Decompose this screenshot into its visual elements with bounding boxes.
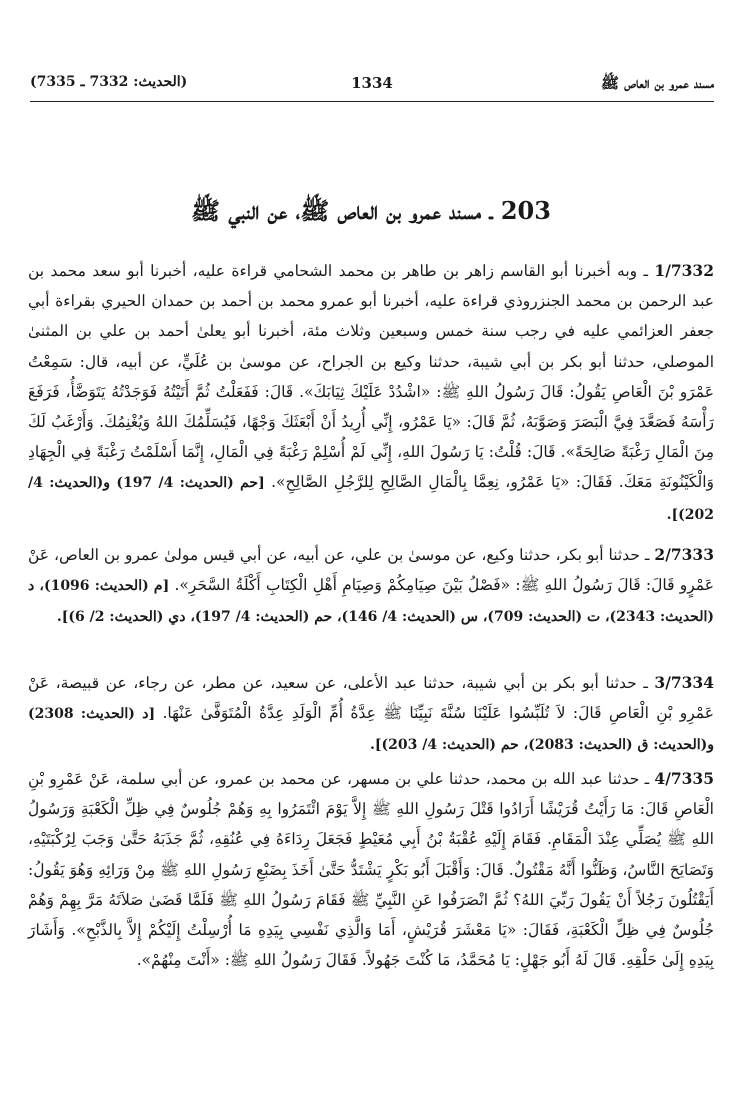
hadith-refs: [م (الحديث: 1096)، د (الحديث: 2343)، ت (الحديث: 709)، س (الحديث: 4/ 146)، حم (الحديث: 4/ 197)، دي (الحديث: 2/ 6)].: [28, 578, 714, 626]
hadith-text: ـ حدثنا أبو بكر، حدثنا وكيع، عن موسىٰ بن علي، عن أبيه، عن أبي قيس مولىٰ عمرو بن العاص، عَنْ عَمْرٍو قَالَ: قَالَ رَسُولُ اللهِ ﷺ: «فَصْلُ بَيْنَ صِيَامِكُمْ وَصِيَامِ أَهْلِ الْكِتَابِ أَكْلَةُ السَّحَرِ».: [28, 546, 714, 595]
page-number: 1334: [351, 74, 393, 92]
hadith-number: 3/7334: [654, 673, 714, 692]
hadith-number: 1/7332: [654, 261, 714, 280]
hadith-refs: [حم (الحديث: 4/ 197) و(الحديث: 4/ 202)].: [28, 475, 714, 523]
hadith-number: 4/7335: [654, 769, 714, 788]
section-title: 203 ـ مسند عمرو بن العاص ﷺ، عن النبي ﷺ: [191, 196, 551, 225]
hadith-refs: [د (الحديث: 2308) و(الحديث: ق (الحديث: 2083)، حم (الحديث: 4/ 203)].: [28, 706, 714, 754]
hadith-range: (الحديث: 7332 ـ 7335): [30, 74, 188, 90]
hadith-2: [28, 540, 714, 633]
hadith-text: ـ حدثنا أبو بكر بن أبي شيبة، حدثنا عبد الأعلى، عن سعيد، عن مطر، عن رجاء، عن قبيصة، عَنْ عَمْرِو بْنِ الْعَاصِ قَالَ: لاَ تُلَبِّسُوا عَلَيْنَا سُنَّةَ نَبِيِّنَا ﷺ عِدَّةُ أُمِّ الْوَلَدِ عِدَّةُ الْمُتَوَفَّىٰ عَنْهَا.: [28, 674, 714, 723]
book-title: مسند عمرو بن العاص ﷺ: [600, 74, 714, 92]
page-header: [30, 74, 714, 100]
hadith-1: [28, 256, 714, 530]
hadith-3: [28, 668, 714, 761]
hadith-text: ـ وبه أخبرنا أبو القاسم زاهر بن طاهر بن محمد الشحامي قراءة عليه، أخبرنا أبو سعد محمد بن عبد الرحمن بن محمد الجنزروذي قراءة عليه، أخبرنا أبو عمرو محمد بن أحمد بن حمدان الحيري بقراءة أبي جعفر العزائمي عليه في رجب سنة خمس وسبعين وثلاث مئة، أخبرنا أبو يعلىٰ أحمد بن علي بن المثنىٰ الموصلي، حدثنا أبو بكر بن أبي شيبة، حدثنا وكيع بن الجراح، عن موسىٰ بن عُلَيٍّ، عن أبيه، قال: سَمِعْتُ عَمْرَو بْنَ الْعَاصِ يَقُولُ: قَالَ رَسُولُ اللهِ ﷺ: «اشْدُدْ عَلَيْكَ ثِيَابَكَ». قَالَ: فَفَعَلْتُ ثُمَّ أَتَيْتُهُ فَوَجَدْتُهُ يَتَوَضَّأُ، فَرَفَعَ رَأْسَهُ فَصَعَّدَ فِيَّ الْبَصَرَ وَصَوَّبَهُ، ثُمَّ قَالَ: «يَا عَمْرُو، إِنِّي أُرِيدُ أَنْ أَبْعَثَكَ وَجْهًا، فَيُسَلِّمُكَ اللهُ وَيُغْنِمُكَ. وَأَرْغَبُ لَكَ مِنَ الْمَالِ رَغْبَةً صَالِحَةً». قَالَ: قُلْتُ: يَا رَسُولَ اللهِ، إِنِّي لَمْ أُسْلِمْ رَغْبَةً فِي الْمَالِ، إِنَّمَا أَسْلَمْتُ رَغْبَةً فِي الْجِهَادِ وَالْكَيْنُونَةِ مَعَكَ. فَقَالَ: «يَا عَمْرُو، نِعِمَّا بِالْمَالِ الصَّالِحِ لِلرَّجُلِ الصَّالِحِ».: [28, 262, 715, 492]
header-rule: [30, 101, 714, 102]
hadith-number: 2/7333: [654, 545, 714, 564]
hadith-4: [28, 764, 714, 976]
hadith-text: ـ حدثنا عبد الله بن محمد، حدثنا علي بن مسهر، عن محمد بن عمرو، عن أبي سلمة، عَنْ عَمْرِو بْنِ الْعَاصِ قَالَ: مَا رَأَيْتُ قُرَيْشًا أَرَادُوا قَتْلَ رَسُولِ اللهِ ﷺ إِلاَّ يَوْمَ ائْتَمَرُوا بِهِ وَهُمْ جُلُوسٌ فِي ظِلِّ الْكَعْبَةِ وَرَسُولُ اللهِ ﷺ يُصَلِّي عِنْدَ الْمَقَامِ. فَقَامَ إِلَيْهِ عُقْبَةُ بْنُ أَبِي مُعَيْطٍ فَجَعَلَ رِدَاءَهُ فِي عُنُقِهِ، ثُمَّ جَذَبَهُ حَتَّىٰ وَجَبَ لِرُكْبَتَيْهِ، وَتَصَايَحَ النَّاسُ، وَظَنُّوا أَنَّهُ مَقْتُولٌ. قَالَ: وَأَقْبَلَ أَبُو بَكْرٍ يَشْتَدُّ حَتَّىٰ أَخَذَ بِضَبْعِ رَسُولِ اللهِ ﷺ مِنْ وَرَائِهِ وَهُوَ يَقُولُ: أَيَقْتُلُونَ رَجُلاً أَنْ يَقُولَ رَبِّيَ اللهُ؟ ثُمَّ انْصَرَفُوا عَنِ النَّبِيِّ ﷺ فَقَامَ رَسُولُ اللهِ ﷺ فَلَمَّا قَضَىٰ صَلاَتَهُ مَرَّ بِهِمْ وَهُمْ جُلُوسٌ فِي ظِلِّ الْكَعْبَةِ، فَقَالَ: «يَا مَعْشَرَ قُرَيْشٍ، أَمَا وَالَّذِي نَفْسِي بِيَدِهِ مَا أُرْسِلْتُ إِلَيْكُمْ إِلاَّ بِالذَّبْحِ». وَأَشَارَ بِيَدِهِ إِلَىٰ حَلْقِهِ. قَالَ لَهُ أَبُو جَهْلٍ: يَا مُحَمَّدُ، مَا كُنْتَ جَهُولاً. فَقَالَ رَسُولُ اللهِ ﷺ: «أَنْتَ مِنْهُمْ».: [28, 770, 714, 970]
